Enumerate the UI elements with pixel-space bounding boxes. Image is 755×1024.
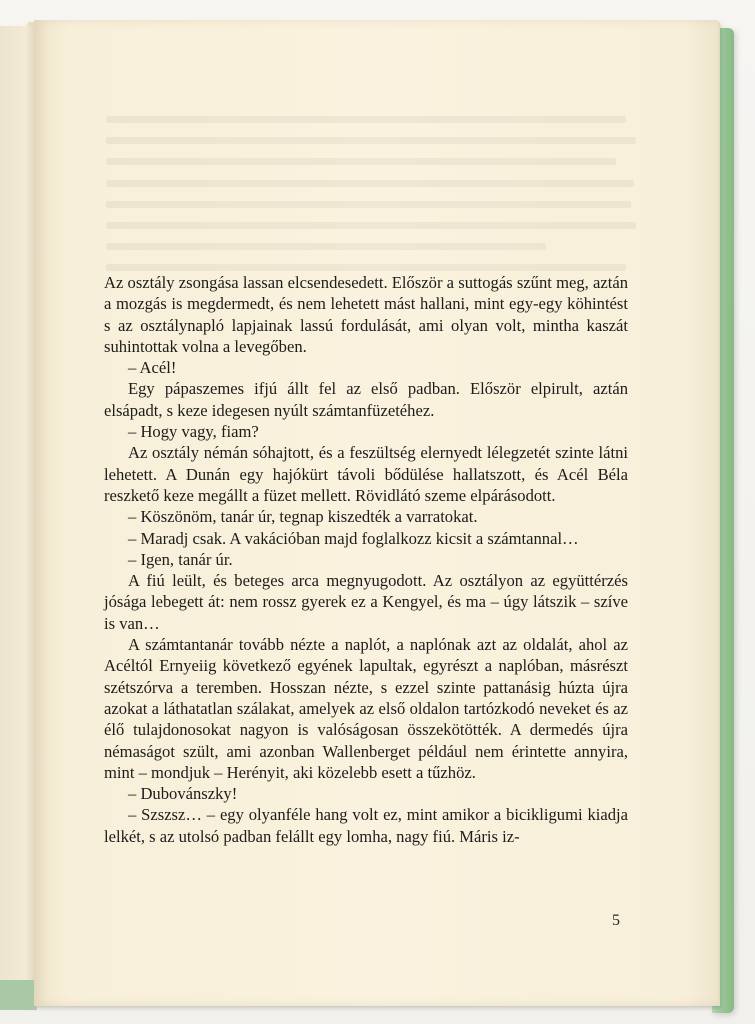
show-through-line: [106, 158, 616, 165]
paragraph: Egy pápaszemes ifjú állt fel az első padban. Először elpirult, aztán elsápadt, s keze idegesen nyúlt számtanfüzetéhez.: [104, 379, 628, 420]
paragraph: A fiú leült, és beteges arca megnyugodott. Az osztályon az együttérzés jósága lebegett át: nem rossz gyerek ez a Kengyel, és ma – úgy látszik – szíve is van…: [104, 571, 628, 633]
left-page-edge: [0, 26, 37, 1010]
left-cover-corner: [0, 980, 36, 1010]
paragraph: A számtantanár tovább nézte a naplót, a naplónak azt az oldalát, ahol az Acéltól Ernyeiig következő egyének lapultak, egyrészt a naplóban, másrészt szétszórva a teremben. Hosszan nézte, s ezzel szinte pattanásig húzta újra azokat a láthatatlan szálakat, amelyek az első oldalon tartózkodó neveket és az élő tulajdonosokat nagyon is valóságosan összekötötték. A dermedés újra némaságot szült, ami azonban Wallenberget például nem érintette annyira, mint – mondjuk – Herényit, aki közelebb esett a tűzhöz.: [104, 635, 628, 782]
paragraph: – Maradj csak. A vakációban majd foglalkozz kicsit a számtannal…: [128, 528, 579, 548]
paragraph: Az osztály némán sóhajtott, és a feszültség elernyedt lélegzetét szinte látni lehetett. A Dunán egy hajókürt távoli bődülése hallatszott, és Acél Béla reszkető keze megállt a füzet mellett. Rövidlátó szeme elpárásodott.: [104, 443, 628, 505]
paragraph: – Köszönöm, tanár úr, tegnap kiszedték a varratokat.: [128, 507, 478, 527]
paragraph: – Szszsz… – egy olyanféle hang volt ez, mint amikor a bicikligumi kiadja lelkét, s az utolsó padban felállt egy lomha, nagy fiú. Máris iz-: [104, 805, 628, 846]
page-number: 5: [612, 912, 620, 929]
paragraph: – Igen, tanár úr.: [128, 549, 233, 569]
show-through-line: [106, 116, 626, 123]
show-through-line: [106, 180, 634, 187]
show-through-line: [106, 137, 636, 144]
show-through-line: [106, 243, 546, 250]
paragraph: – Hogy vagy, fiam?: [128, 422, 259, 442]
show-through-line: [106, 222, 636, 229]
show-through-line: [106, 201, 631, 208]
paragraph: Az osztály zsongása lassan elcsendesedett. Először a suttogás szűnt meg, aztán a mozgás is megdermedt, és nem lehetett mást hallani, mint egy-egy köhintést s az osztálynapló lapjainak lassú fordulását, ami olyan volt, mintha kaszát suhintottak volna a levegőben.: [104, 273, 628, 356]
paragraph: – Acél!: [128, 358, 177, 378]
show-through-line: [106, 264, 626, 271]
page-text: [104, 272, 628, 847]
paragraph: – Dubovánszky!: [128, 784, 238, 804]
